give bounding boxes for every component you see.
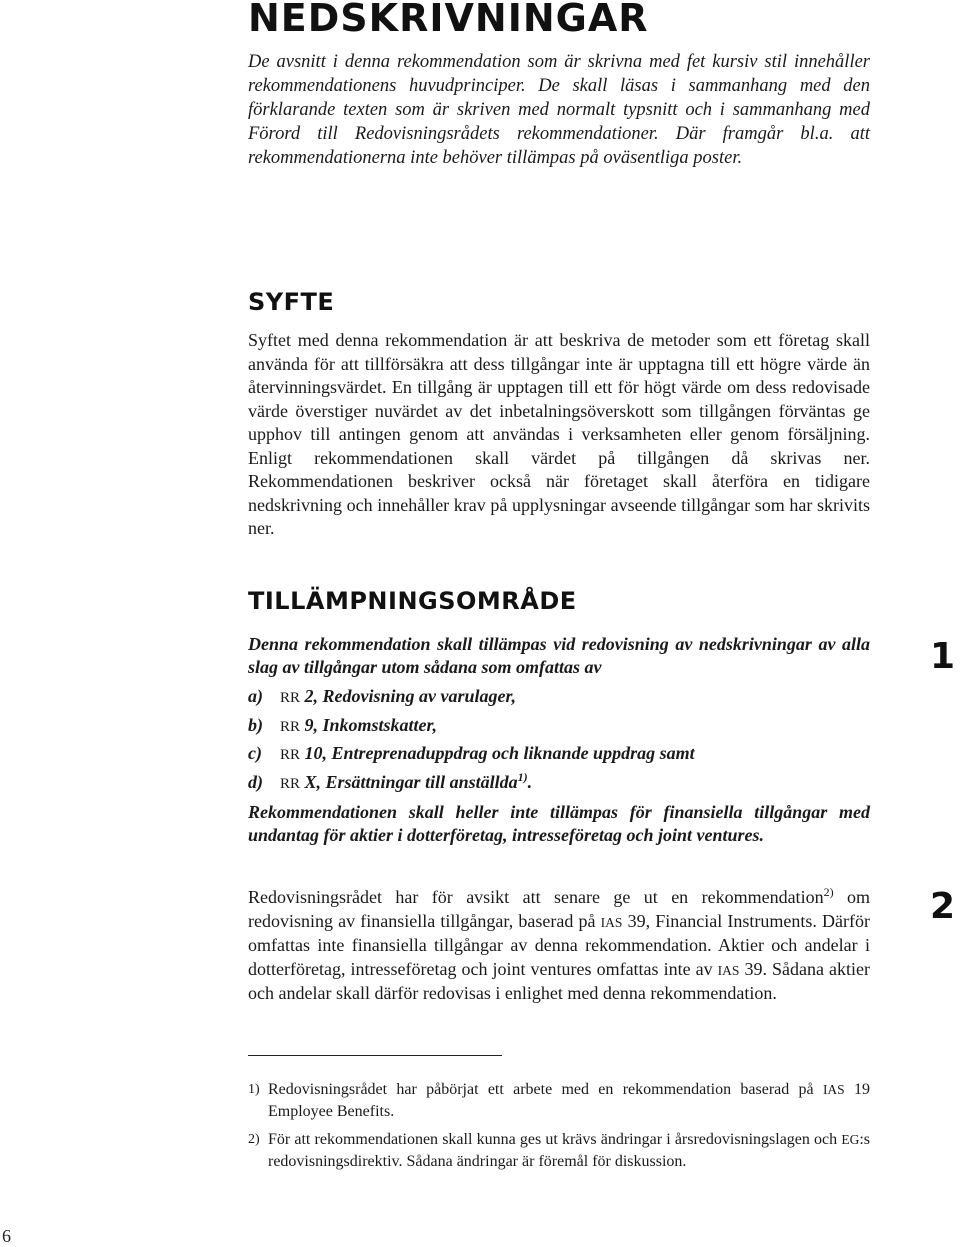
section-heading-tillampningsomrade: TILLÄMPNINGSOMRÅDE [248,587,577,615]
scope-paragraph-exclusion: Rekommendationen skall heller inte tillämpas för finansiella tillgångar med undantag för aktier i dotterföretag, intresseföretag och joint ventures. [248,802,870,845]
paragraph-text: Redovisningsrådet har för avsikt att senare ge ut en rekommendation [248,887,824,907]
footnote-2 [248,1129,870,1173]
footnote-mark: 1) [248,1082,260,1097]
list-letter: a) [248,686,263,706]
list-text: X, Ersättningar till anställda [300,772,518,792]
list-text: 9, Inkomstskatter, [300,715,438,735]
page-number: 6 [2,1226,11,1246]
footnote-text-part: :s redovisningsdirektiv. Sådana ändringar är föremål för diskussion. [268,1131,870,1170]
scope-list-item-b [248,714,437,739]
footnote-1 [248,1079,870,1123]
paragraph-text: om redovisning av finansiella tillgångar, baserad på [248,887,870,931]
footnote-reference-2: 2) [823,885,834,899]
list-letter: d) [248,772,263,792]
paragraph-text: 39. Sådana aktier och andelar skall därför redovisas i enlighet med denna rekommendation. [248,958,870,1003]
footnote-text [268,1129,870,1173]
scope-list-item-d [248,771,532,796]
footnote-text-part: Redovisningsrådet har påbörjat ett arbete med en rekommendation baserad på [268,1081,823,1098]
syfte-paragraph: Syftet med denna rekommendation är att beskriva de metoder som ett företag skall använda för att tillförsäkra att dess tillgångar inte är upptagna till ett högre värde än återvinningsvärdet. En tillgång är upptagen till ett för högt värde om dess redovisade värde överstiger nuvärdet av det inbetalningsöverskott som tillgången förväntas ge upphov till antingen genom att användas i verksamheten eller genom försäljning. Enligt rekommendationen skall värdet på tillgången då skrivas ner. Rekommendationen beskriver också när företaget skall återföra en tidigare nedskrivning och innehåller krav på upplysningar avseende tillgångar som har skrivits ner. [248,330,870,538]
scope-paragraph-intro: Denna rekommendation skall tillämpas vid redovisning av nedskrivningar av alla slag av tillgångar utom sådana som omfattas av [248,634,870,677]
list-letter: c) [248,743,262,763]
list-text: 2, Redovisning av varulager, [300,686,517,706]
margin-paragraph-number-1: 1 [930,636,956,677]
footnote-mark: 2) [248,1132,260,1147]
rr-code: RR [280,776,301,792]
list-text: 10, Entreprenaduppdrag och liknande uppdrag samt [300,743,695,763]
ias-abbreviation: IAS [717,962,740,978]
scope-list-item-c [248,742,695,767]
footnote-text-part: För att rekommendationen skall kunna ges ut krävs ändringar i årsredovisningslagen och [268,1131,842,1148]
page-title: NEDSKRIVNINGAR [248,0,649,40]
eg-abbreviation: EG [841,1132,860,1147]
footnote-text [268,1079,870,1123]
intro-paragraph: De avsnitt i denna rekommendation som är skrivna med fet kursiv stil innehåller rekommendationens huvudprinciper. De skall läsas i sammanhang med den förklarande texten som är skriven med normalt typsnitt och i sammanhang med Förord till Redovisningsrådets rekommendationer. Där framgår bl.a. att rekommendationerna inte behöver tillämpas på oväsentliga poster. [248,52,870,168]
section-heading-syfte: SYFTE [248,288,335,316]
footnote-divider [248,1055,502,1056]
paragraph-text: 39, Financial Instruments. Därför omfattas inte finansiella tillgångar av denna rekommendation. Aktier och andelar i dotterföretag, intresseföretag och joint ventures omfattas inte av [248,910,870,979]
list-letter: b) [248,715,263,735]
rr-code: RR [280,719,301,735]
footnote-reference-1: 1) [517,770,528,784]
rr-code: RR [280,690,301,706]
margin-paragraph-number-2: 2 [930,886,956,927]
footnote-text-part: 19 Employee Benefits. [268,1081,870,1120]
scope-paragraph-2 [248,886,870,1006]
rr-code: RR [280,747,301,763]
list-text-end: . [527,772,533,792]
ias-abbreviation: IAS [600,914,623,930]
scope-list-item-a [248,685,516,710]
ias-abbreviation: IAS [822,1082,845,1097]
